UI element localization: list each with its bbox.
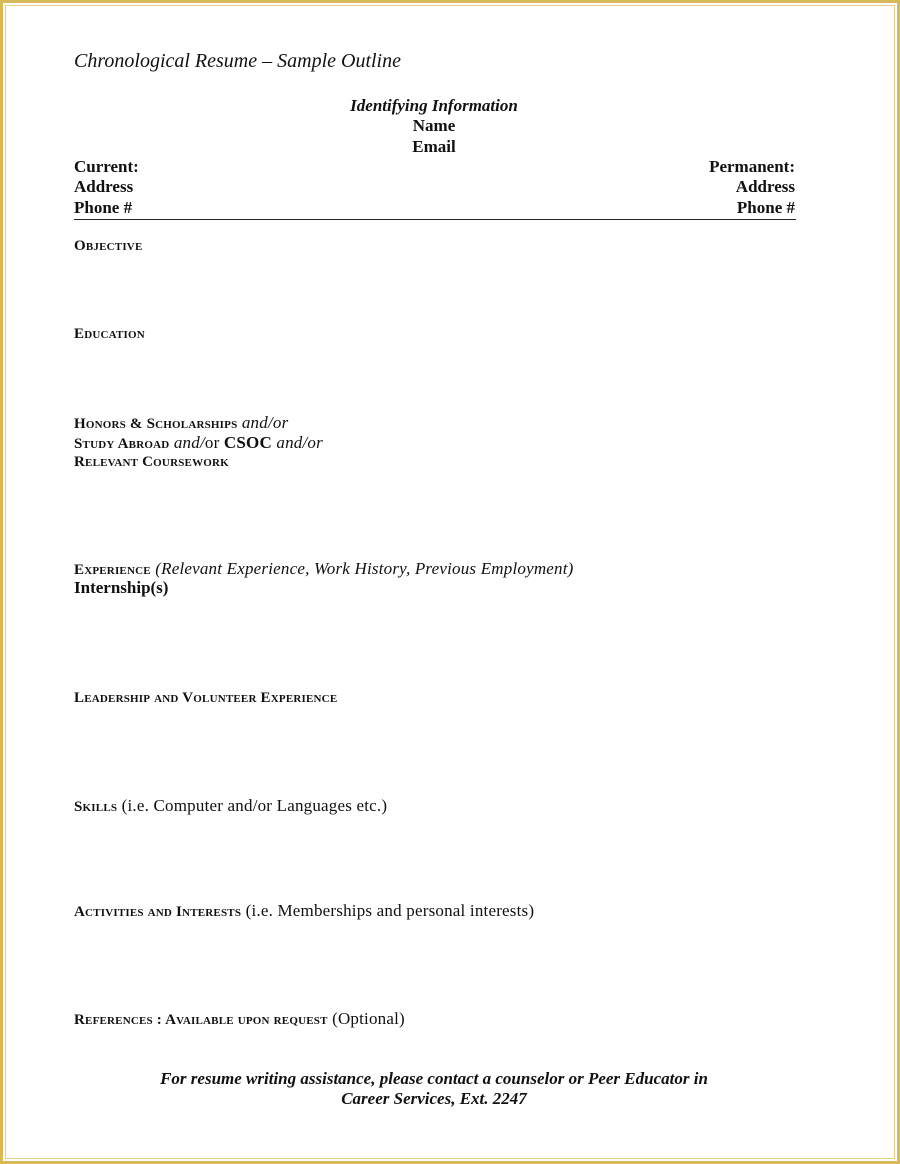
study-abroad-label: Study Abroad: [74, 436, 170, 452]
references-label: References : Available upon request: [74, 1012, 328, 1028]
references-heading: [74, 1009, 405, 1029]
permanent-address: Address: [735, 177, 795, 196]
study-abroad-or: or: [204, 433, 224, 452]
objective-label: Objective: [74, 238, 143, 254]
leadership-label: Leadership and Volunteer Experience: [74, 690, 338, 706]
skills-heading: [74, 796, 387, 816]
study-abroad-heading: [74, 433, 323, 453]
honors-label: Honors & Scholarships: [74, 416, 238, 432]
current-phone: Phone #: [74, 198, 133, 217]
identifying-information-heading: Identifying Information: [350, 96, 518, 115]
study-abroad-andor: and/: [169, 433, 205, 452]
email-line: Email: [412, 137, 456, 156]
header-divider: [74, 219, 796, 220]
activities-note: (i.e. Memberships and personal interests): [241, 901, 535, 920]
leadership-heading: [74, 690, 337, 707]
experience-heading: [74, 559, 574, 579]
footer-line-2: Career Services, Ext. 2247: [341, 1089, 527, 1108]
skills-label: Skills: [74, 799, 118, 815]
name-line: Name: [412, 116, 456, 135]
coursework-label: Relevant Coursework: [74, 454, 229, 470]
permanent-label: Permanent:: [709, 157, 795, 176]
honors-heading: [74, 413, 288, 433]
honors-andor: and/or: [237, 413, 289, 432]
experience-note: (Relevant Experience, Work History, Previous Employment): [150, 559, 574, 578]
experience-label: Experience: [74, 562, 151, 578]
current-label: Current:: [74, 157, 139, 176]
education-label: Education: [74, 326, 145, 342]
csoc-label: CSOC: [223, 433, 272, 452]
activities-label: Activities and Interests: [74, 904, 242, 920]
internships-subheading: Internship(s): [74, 578, 169, 597]
education-heading: [74, 326, 145, 343]
skills-note: (i.e. Computer and/or Languages etc.): [117, 796, 388, 815]
coursework-heading: [74, 454, 229, 471]
document-title: Chronological Resume – Sample Outline: [74, 50, 401, 72]
csoc-andor: and/or: [271, 433, 323, 452]
footer-line-1: For resume writing assistance, please contact a counselor or Peer Educator in: [160, 1069, 708, 1088]
references-note: (Optional): [327, 1009, 405, 1028]
permanent-phone: Phone #: [736, 198, 795, 217]
current-address: Address: [74, 177, 134, 196]
objective-heading: [74, 238, 142, 255]
activities-heading: [74, 901, 534, 921]
